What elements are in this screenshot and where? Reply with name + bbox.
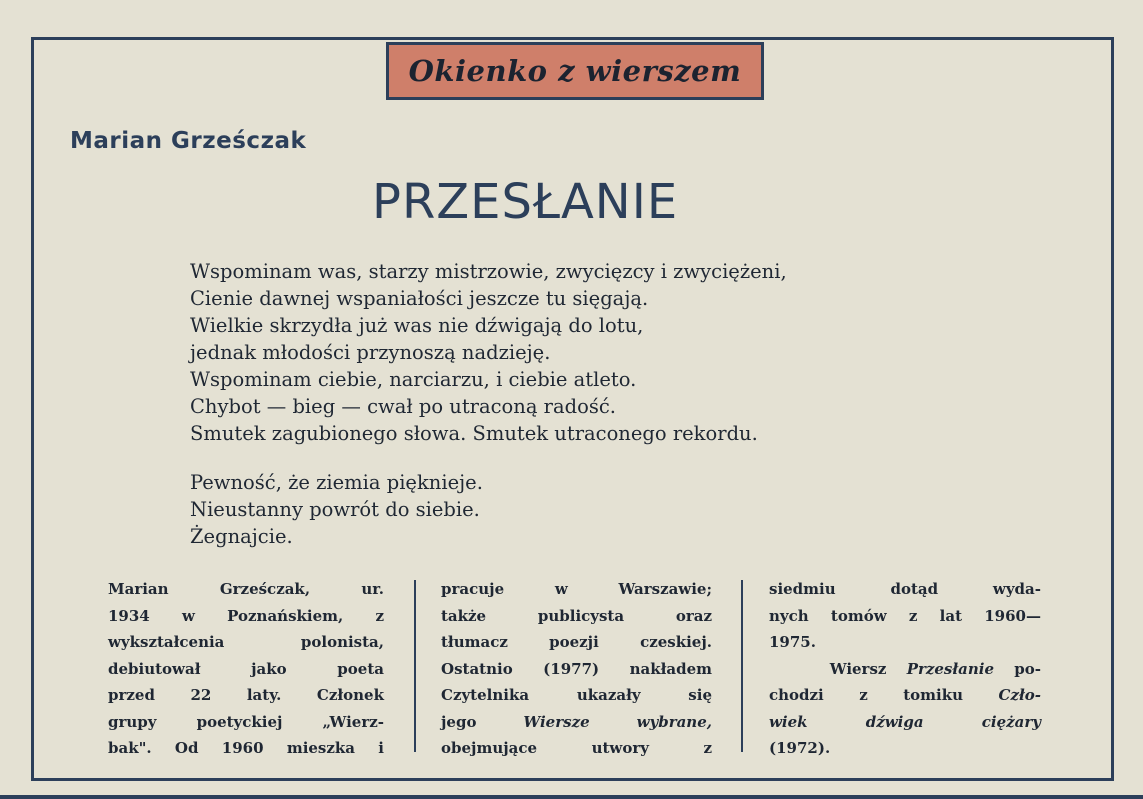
poem-text [190, 258, 787, 572]
poem-line: Smutek zagubionego słowa. Smutek utraconego rekordu. [190, 422, 758, 445]
poem-title-reference: Przesłanie [906, 659, 995, 678]
bio-text: chodzi z tomiku [769, 686, 964, 704]
poem-line: jednak młodości przynoszą nadzieję. [190, 341, 551, 364]
bio-line: Marian Grześczak, ur. [108, 580, 384, 598]
bio-column-1 [108, 576, 384, 762]
bio-line: pracuje w Warszawie; [441, 580, 712, 598]
poem-stanza-2 [190, 469, 787, 550]
poem-line: Wspominam was, starzy mistrzowie, zwycięzcy i zwyciężeni, [190, 260, 787, 283]
bio-line [769, 656, 1041, 683]
bio-line: 1975. [769, 633, 816, 651]
section-header-box [386, 42, 764, 100]
section-header-label: Okienko z wierszem [408, 54, 742, 88]
bio-line: nych tomów z lat 1960— [769, 606, 1041, 625]
poem-line: Pewność, że ziemia pięknieje. [190, 471, 483, 494]
bio-line: Ostatnio (1977) nakładem [441, 659, 712, 678]
poem-author: Marian Grześczak [70, 128, 307, 154]
bio-line: tłumacz poezji czeskiej. [441, 633, 712, 651]
poem-line: Wspominam ciebie, narciarzu, i ciebie atleto. [190, 368, 637, 391]
bio-line [769, 682, 1041, 709]
bio-line: obejmujące utwory z [441, 739, 712, 757]
book-title-wiersze-wybrane: Wiersze wybrane, [523, 712, 712, 731]
bio-line: wykształcenia polonista, [108, 633, 384, 651]
bottom-rule [0, 795, 1143, 799]
bio-column-3 [769, 576, 1041, 762]
poem-line: Cienie dawnej wspaniałości jeszcze tu sięgają. [190, 287, 649, 310]
bio-line: Czytelnika ukazały się [441, 686, 712, 704]
bio-line: siedmiu dotąd wyda- [769, 580, 1041, 598]
poem-line: Chybot — bieg — cwał po utraconą radość. [190, 395, 616, 418]
poem-line: Wielkie skrzydła już was nie dźwigają do lotu, [190, 314, 644, 337]
bio-line: 1934 w Poznańskiem, z [108, 606, 384, 625]
bio-text: jego [441, 712, 477, 731]
bio-line: bak". Od 1960 mieszka i [108, 739, 384, 757]
bio-line: debiutował jako poeta [108, 659, 384, 678]
bio-text: Wiersz [829, 659, 887, 678]
book-title-czlowiek: Czło- [998, 686, 1041, 704]
bio-line [441, 709, 712, 736]
poem-stanza-1 [190, 258, 787, 447]
bio-line: grupy poetyckiej „Wierz- [108, 712, 384, 731]
poem-line: Nieustanny powrót do siebie. [190, 498, 480, 521]
bio-line: (1972). [769, 739, 831, 757]
bio-line: wiek dźwiga ciężary [769, 712, 1041, 731]
bio-column-2 [441, 576, 712, 762]
poem-line: Żegnajcie. [190, 525, 293, 548]
bio-line: przed 22 laty. Członek [108, 686, 384, 704]
bio-line: także publicysta oraz [441, 606, 712, 625]
poem-title: PRZESŁANIE [372, 174, 679, 230]
column-divider [741, 580, 743, 752]
column-divider [414, 580, 416, 752]
bio-text: po- [1014, 659, 1041, 678]
